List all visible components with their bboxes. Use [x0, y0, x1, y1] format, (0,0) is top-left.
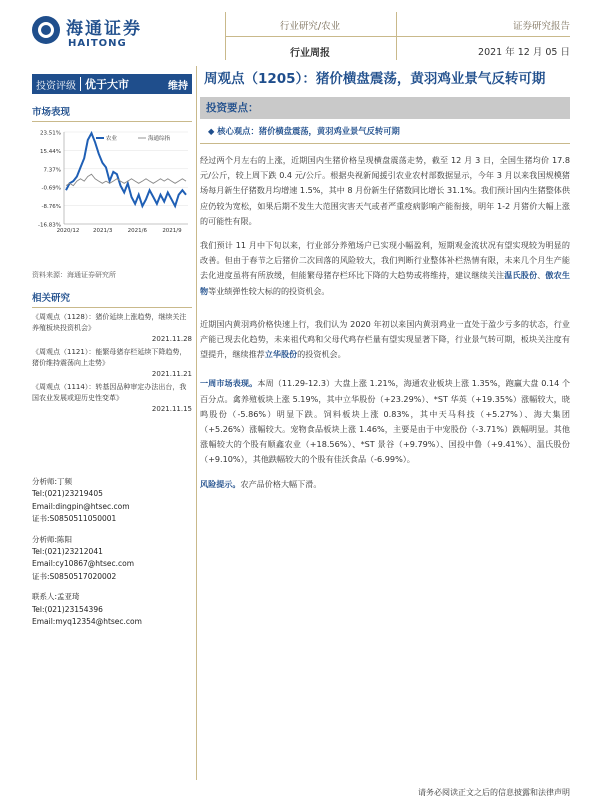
haitong-logo-icon — [32, 16, 60, 44]
legend-label: 海通综指 — [148, 136, 171, 142]
related-item[interactable] — [32, 312, 192, 345]
y-tick-label: 15.44% — [40, 148, 61, 155]
analyst-tel: Tel:(021)23154396 — [32, 604, 103, 614]
main-content — [200, 70, 570, 492]
analyst-tel: Tel:(021)23219405 — [32, 489, 103, 499]
paragraph-chicken — [200, 317, 570, 363]
analyst-name: 联系人:孟亚琦 — [32, 592, 80, 602]
rating-bar — [32, 74, 192, 94]
related-item-title: 《周观点（1128）：猪价延续上涨趋势，继续关注养殖板块投资机会》 — [32, 313, 187, 332]
report-date: 2021 年 12 月 05 日 — [478, 47, 570, 58]
report-title: 周观点（1205）：猪价横盘震荡，黄羽鸡业景气反转可期 — [204, 71, 546, 87]
market-chart — [32, 126, 192, 244]
section-divider — [200, 143, 570, 144]
x-tick-label: 2020/12 — [56, 228, 80, 234]
p2-text: 我们预计 11 月中下旬以来，行业部分养殖场户已实现小幅盈利，短期观金流状况有望实现较为明显的改善。但由于春节之后猪价二次回落的风险较大，我们判断行业整体补栏热情有限，未来几个月生产能去化进度虽将有所放缓，但能繁母猪存栏环比下降的大趋势或将维持，建议继续关注 — [200, 240, 570, 281]
analyst-email[interactable]: Email:cy10867@htsec.com — [32, 559, 134, 569]
analyst-email[interactable]: Email:myq12354@htsec.com — [32, 617, 142, 627]
risk-text: 农产品价格大幅下滑。 — [240, 478, 322, 489]
p2-tail: 等业绩弹性较大标的的投资机会。 — [208, 285, 330, 296]
x-tick-label: 2021/3 — [92, 228, 113, 234]
disclaimer-footer: 请务必阅读正文之后的信息披露和法律声明 — [418, 788, 570, 797]
x-tick-label: 2021/9 — [162, 228, 182, 234]
analyst-gap — [32, 628, 192, 636]
related-item-title: 《周观点（1121）：能繁母猪存栏延续下降趋势，猪价维持震荡向上走势》 — [32, 348, 187, 367]
stock-lihua: 立华股份 — [264, 349, 298, 360]
report-category: 行业研究/农业 — [279, 21, 341, 32]
analyst-gap — [32, 583, 192, 591]
haitong-logo — [32, 12, 152, 56]
p3-tail: 的投资机会。 — [297, 349, 346, 360]
report-label: 证券研究报告 — [512, 21, 570, 32]
market-title: 市场表现 — [32, 104, 192, 122]
related-title: 相关研究 — [32, 290, 192, 308]
paragraph-market-weekly — [200, 376, 570, 467]
related-item-date: 2021.11.15 — [151, 405, 192, 413]
analyst-email[interactable]: Email:dingpin@htsec.com — [32, 501, 130, 511]
rating-value: 优于大市 — [85, 78, 129, 91]
rating-label: 投资评级 — [36, 80, 76, 92]
analyst-gap — [32, 526, 192, 534]
related-item-date: 2021.11.21 — [151, 370, 192, 378]
core-view — [200, 125, 570, 137]
logo-text-en: HAITONG — [68, 38, 127, 49]
market-weekly-heading: 一周市场表现。 — [200, 378, 258, 389]
keypoints-heading: 投资要点： — [200, 97, 570, 119]
chart-source: 资料来源：海通证券研究所 — [32, 271, 116, 279]
market-weekly-text: 本周（11.29-12.3）大盘上涨 1.21%，海通农业板块上涨 1.35%，跑赢大盘 0.14 个百分点。禽养殖板块上涨 5.19%，其中立华股份（+23.29%）、*ST 华英（+19.35%）涨幅较大，晓鸣股份（-5.86%）明显下跌。饲料板块上涨 0.83%，其中天马科技（+5.27%）、海大集团（+5.26%）涨幅较大。宠物食品板块上涨 1.46%，主要是由于中宠股份（-3.71%）跌幅明显。其他涨幅较大的个股有顺鑫农业（+18.56%）、*ST 景谷（+9.79%）、国投中鲁（+9.41%）、温氏股份（+9.10%），其他跌幅较大的个股有佳沃食品（-6.99%）。 — [200, 378, 570, 465]
header-right-line — [396, 36, 570, 37]
y-tick-label: 23.51% — [40, 130, 61, 137]
paragraph-sow-inventory — [200, 238, 570, 299]
bullet-icon: ◆ — [208, 126, 218, 136]
header-mid-line — [226, 36, 396, 37]
stock-wens: 温氏股份 — [504, 270, 538, 281]
rating-status: 维持 — [164, 77, 192, 92]
analyst-name: 分析师:丁频 — [32, 477, 73, 486]
related-item-date: 2021.11.28 — [151, 335, 192, 343]
y-tick-label: -8.76% — [41, 204, 61, 211]
analyst-cert: 证书:S0850517020002 — [32, 571, 117, 581]
report-header — [0, 0, 600, 66]
y-tick-label: 7.37% — [43, 167, 61, 174]
paragraph-pig-price: 经过两个月左右的上涨，近期国内生猪价格呈现横盘震荡走势，截至 12 月 3 日，全国生猪均价 17.8 元/公斤，较上周下跌 0.4 元/公斤。根据央视新闻援引农业农村部数据显示，今年 3 月以来我国规模猪场每月新生仔猪数月均增速 1.5%，其中 8 月份新生仔猪数同比增长 31.1%。我们预计国内生猪整体供应仍较为宽松，如果后期不发生大范围灾害天气或者严重疫病影响产能衔接，明年 1-2 月猪价大幅上涨的可能性有限。 — [200, 155, 570, 226]
paragraph-risk — [200, 477, 570, 492]
column-divider — [196, 66, 197, 780]
related-list — [32, 312, 192, 415]
report-type: 行业周报 — [290, 48, 330, 59]
related-item-title: 《周观点（1114）：转基因品种审定办法出台，我国农业发展或迎历史性变革》 — [32, 383, 187, 402]
p3-text: 近期国内黄羽鸡价格快速上行，我们认为 2020 年初以来国内黄羽鸡业一直处于盈少亏多的状态，行业产能已现去化趋势，未来祖代鸡和父母代鸡存栏量有望实现显著下降，行业景气转可期，板块关注度有望提升，继续推荐 — [200, 318, 570, 360]
legend-label: 农业 — [106, 136, 118, 142]
risk-heading: 风险提示。 — [200, 478, 241, 489]
y-tick-label: -0.69% — [41, 185, 61, 192]
market-chart-svg — [32, 126, 192, 244]
analyst-name: 分析师:陈阳 — [32, 534, 73, 544]
analyst-tel: Tel:(021)23212041 — [32, 547, 103, 557]
p2-sep: 、 — [537, 270, 546, 281]
analyst-cert: 证书:S0850511050001 — [32, 514, 117, 524]
x-tick-label: 2021/6 — [127, 228, 148, 234]
stock-aonong: 傲农生物 — [200, 270, 570, 296]
logo-text-cn: 海通证券 — [66, 19, 142, 39]
y-tick-label: -16.83% — [38, 222, 61, 229]
series-line — [66, 174, 186, 185]
related-item[interactable] — [32, 347, 192, 380]
core-view-text: 核心观点：猪价横盘震荡，黄羽鸡业景气反转可期 — [217, 126, 400, 136]
analyst-contacts — [32, 476, 192, 636]
series-line — [66, 133, 186, 206]
related-item[interactable] — [32, 382, 192, 415]
sidebar — [32, 74, 192, 417]
